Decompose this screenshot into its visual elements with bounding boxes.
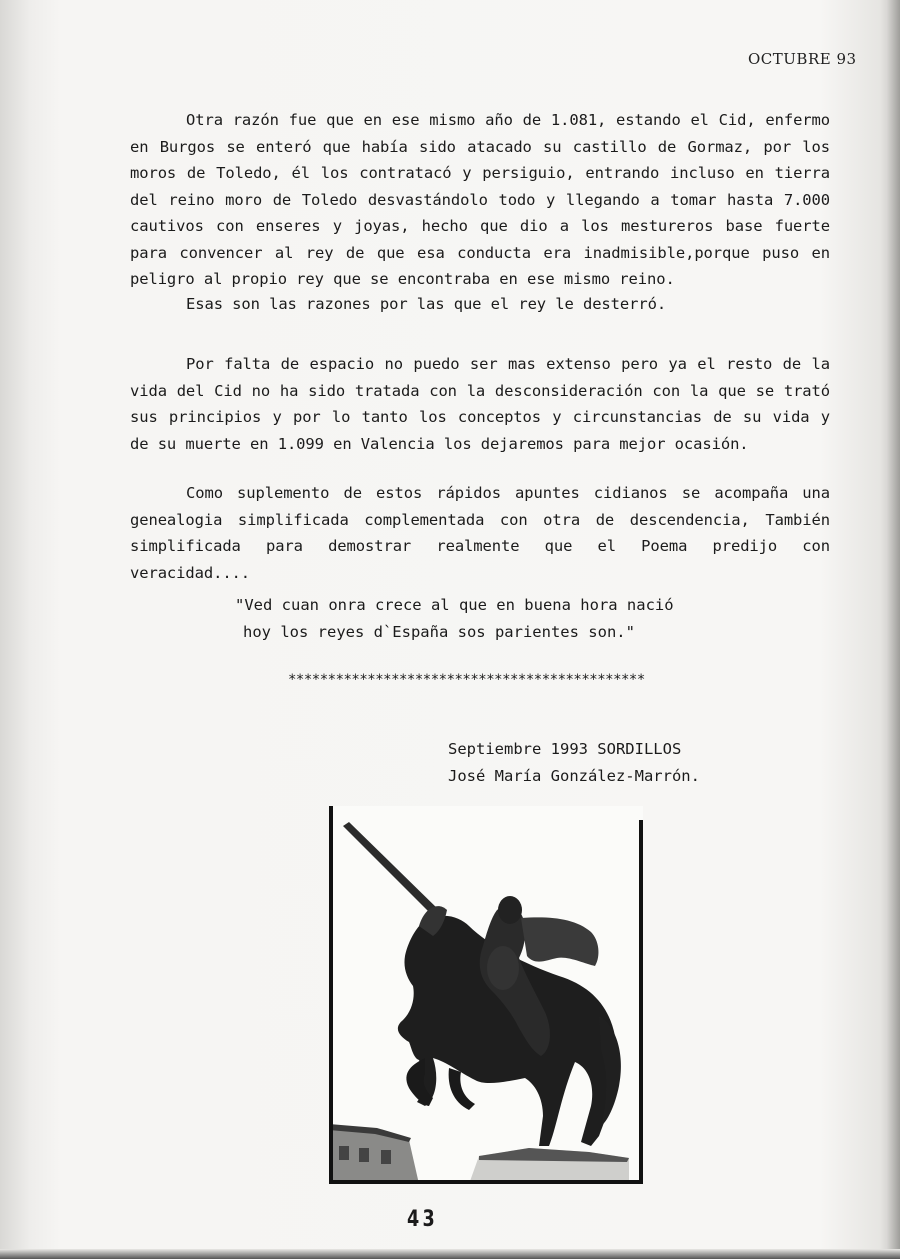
photo-border-left [329,806,333,1184]
page-bottom-shadow [0,1249,900,1259]
asterisk-separator: ********************************************* [288,672,645,688]
equestrian-statue-photo [329,806,643,1184]
signature-author: José María González-Marrón. [448,767,700,785]
paragraph-2: Esas son las razones por las que el rey le desterró. [186,295,667,313]
quote-line-2: hoy los reyes d`España sos parientes son." [243,623,635,641]
paragraph-4-text: Como suplemento de estos rápidos apuntes cidianos se acompaña una genealogia simplificada complementada con otra de descendencia, También simplificada para demostrar realmente que el Poema predijo con veracidad.... [130,484,830,582]
photo-border-right [639,820,643,1184]
paragraph-4 [130,480,830,586]
page-edge-shadow [886,0,900,1259]
paragraph-3-text: Por falta de espacio no puedo ser mas extenso pero ya el resto de la vida del Cid no ha sido tratada con la desconsideración con la que se trató sus principios y por lo tanto los conceptos y circunstancias de su vida y de su muerte en 1.099 en Valencia los dejaremos para mejor ocasión. [130,355,830,453]
paragraph-1-text: Otra razón fue que en ese mismo año de 1.081, estando el Cid, enfermo en Burgos se enteró que había sido atacado su castillo de Gormaz, por los moros de Toledo, él los contratacó y persiguio, entrando incluso en tierra del reino moro de Toledo desvastándolo todo y llegando a tomar hasta 7.000 cautivos con enseres y joyas, hecho que dio a los mestureros base fuerte para convencer al rey de que esa conducta era inadmisible,porque puso en peligro al propio rey que se encontraba en ese mismo reino. [130,111,830,288]
paragraph-3 [130,351,830,457]
page-header: OCTUBRE 93 [748,50,857,68]
quote-line-1: "Ved cuan onra crece al que en buena hora nació [235,596,674,614]
page-number: 43 [407,1207,438,1232]
statue-illustration [329,806,643,1184]
signature-date-place: Septiembre 1993 SORDILLOS [448,740,682,758]
paragraph-1 [130,107,830,293]
photo-border-bottom [329,1180,643,1184]
